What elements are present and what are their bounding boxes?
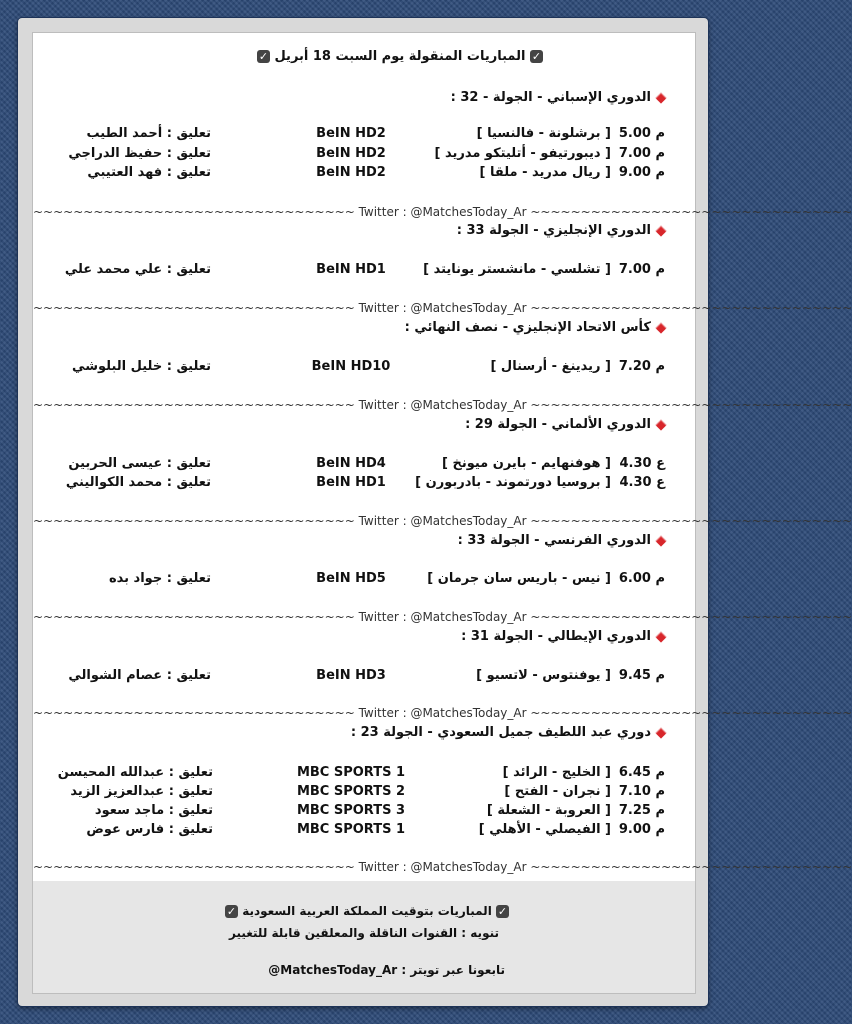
timezone-note bbox=[225, 904, 509, 918]
match-time: 7.00 م bbox=[618, 146, 665, 161]
league-title: الدوري الألماني - الجولة 29 : bbox=[465, 417, 651, 432]
match-channel: BeIN HD1 bbox=[316, 475, 386, 490]
twitter-divider: ~~~~~~~~~~~~~~~~~~~~~~~~~~~~~~~~ Twitter : @MatchesToday_Ar ~~~~~~~~~~~~~~~~~~~~~~~~~~~~~~~~ bbox=[33, 398, 852, 412]
league-title: دوري عبد اللطيف جميل السعودي - الجولة 23 : bbox=[350, 725, 651, 740]
match-time: 7.00 م bbox=[618, 262, 665, 277]
league-title: الدوري الفرنسي - الجولة 33 : bbox=[457, 533, 651, 548]
match-commentator: تعليق : عبدالعزيز الزيد bbox=[70, 784, 213, 799]
league-heading-england bbox=[457, 223, 665, 238]
match-teams: [ ريدينغ - أرسنال ] bbox=[490, 359, 611, 374]
match-channel: BeIN HD1 bbox=[316, 262, 386, 277]
match-time: 9.00 م bbox=[618, 165, 665, 180]
twitter-divider: ~~~~~~~~~~~~~~~~~~~~~~~~~~~~~~~~ Twitter : @MatchesToday_Ar ~~~~~~~~~~~~~~~~~~~~~~~~~~~~~~~~ bbox=[33, 205, 852, 219]
red-diamond-icon bbox=[655, 419, 666, 430]
match-teams: [ الخليج - الرائد ] bbox=[502, 765, 611, 780]
twitter-divider: ~~~~~~~~~~~~~~~~~~~~~~~~~~~~~~~~ Twitter : @MatchesToday_Ar ~~~~~~~~~~~~~~~~~~~~~~~~~~~~~~~~ bbox=[33, 514, 852, 528]
match-commentator: تعليق : فارس عوض bbox=[86, 822, 213, 837]
checkbox-icon: ✓ bbox=[531, 50, 542, 63]
league-heading-germany bbox=[465, 417, 665, 432]
match-teams: [ بروسيا دورتموند - بادربورن ] bbox=[415, 475, 611, 490]
match-commentator: تعليق : فهد العتيبي bbox=[87, 165, 211, 180]
match-channel: BeIN HD10 bbox=[311, 359, 391, 374]
match-channel: BeIN HD2 bbox=[316, 126, 386, 141]
match-time: 7.25 م bbox=[618, 803, 665, 818]
match-channel: BeIN HD3 bbox=[316, 668, 386, 683]
league-heading-saudi bbox=[351, 725, 665, 740]
match-time: 9.45 م bbox=[618, 668, 665, 683]
match-time: 4.30 ع bbox=[619, 475, 665, 490]
match-channel: MBC SPORTS 3 bbox=[296, 803, 406, 818]
red-diamond-icon bbox=[655, 631, 666, 642]
checkbox-icon: ✓ bbox=[258, 50, 269, 63]
match-commentator: تعليق : حفيظ الدراجي bbox=[68, 146, 211, 161]
match-time: 7.20 م bbox=[618, 359, 665, 374]
league-title: كأس الاتحاد الإنجليزي - نصف النهائي : bbox=[404, 320, 651, 335]
match-teams: [ تشلسي - مانشستر يونايتد ] bbox=[423, 262, 611, 277]
match-commentator: تعليق : عبدالله المحيسن bbox=[57, 765, 213, 780]
match-teams: [ ريال مدريد - ملقا ] bbox=[479, 165, 611, 180]
match-teams: [ العروبة - الشعلة ] bbox=[486, 803, 611, 818]
red-diamond-icon bbox=[655, 225, 666, 236]
twitter-follow-link[interactable]: تابعونا عبر تويتر : MatchesToday_Ar@ bbox=[268, 963, 505, 977]
match-commentator: تعليق : خليل البلوشي bbox=[72, 359, 211, 374]
match-time: 7.10 م bbox=[618, 784, 665, 799]
league-heading-italy bbox=[461, 629, 665, 644]
match-channel: BeIN HD4 bbox=[316, 456, 386, 471]
timezone-note-text: المباريات بتوقيت المملكة العربية السعودية bbox=[242, 904, 492, 918]
match-channel: BeIN HD2 bbox=[316, 146, 386, 161]
page-title-text: المباريات المنقولة يوم السبت 18 أبريل bbox=[274, 49, 526, 64]
match-channel: BeIN HD5 bbox=[316, 571, 386, 586]
league-heading-spain bbox=[451, 90, 665, 105]
match-channel: MBC SPORTS 2 bbox=[296, 784, 406, 799]
twitter-divider: ~~~~~~~~~~~~~~~~~~~~~~~~~~~~~~~~ Twitter : @MatchesToday_Ar ~~~~~~~~~~~~~~~~~~~~~~~~~~~~~~~~ bbox=[33, 301, 852, 315]
league-title: الدوري الإسباني - الجولة - 32 : bbox=[450, 90, 651, 105]
match-teams: [ هوفنهايم - بايرن ميونخ ] bbox=[441, 456, 611, 471]
match-commentator: تعليق : عصام الشوالي bbox=[68, 668, 211, 683]
match-time: 9.00 م bbox=[618, 822, 665, 837]
match-teams: [ الفيصلي - الأهلي ] bbox=[478, 822, 611, 837]
schedule-sheet bbox=[32, 32, 852, 994]
match-commentator: تعليق : عيسى الحربين bbox=[68, 456, 211, 471]
match-commentator: تعليق : جواد بده bbox=[108, 571, 211, 586]
match-teams: [ نيس - باريس سان جرمان ] bbox=[427, 571, 611, 586]
red-diamond-icon bbox=[655, 322, 666, 333]
match-time: 5.00 م bbox=[618, 126, 665, 141]
match-teams: [ يوفنتوس - لاتسيو ] bbox=[476, 668, 611, 683]
match-channel: MBC SPORTS 1 bbox=[296, 822, 406, 837]
match-teams: [ نجران - الفتح ] bbox=[504, 784, 611, 799]
twitter-divider: ~~~~~~~~~~~~~~~~~~~~~~~~~~~~~~~~ Twitter : @MatchesToday_Ar ~~~~~~~~~~~~~~~~~~~~~~~~~~~~~~~~ bbox=[33, 610, 852, 624]
league-title: الدوري الإنجليزي - الجولة 33 : bbox=[456, 223, 651, 238]
twitter-divider: ~~~~~~~~~~~~~~~~~~~~~~~~~~~~~~~~ Twitter : @MatchesToday_Ar ~~~~~~~~~~~~~~~~~~~~~~~~~~~~~~~~ bbox=[33, 706, 852, 720]
match-time: 6.00 م bbox=[618, 571, 665, 586]
match-channel: MBC SPORTS 1 bbox=[296, 765, 406, 780]
page-title bbox=[257, 49, 543, 64]
change-warning: تنويه : القنوات الناقلة والمعلقين قابلة للتغيير bbox=[229, 926, 499, 940]
red-diamond-icon bbox=[655, 727, 666, 738]
league-title: الدوري الإيطالي - الجولة 31 : bbox=[461, 629, 651, 644]
red-diamond-icon bbox=[655, 92, 666, 103]
red-diamond-icon bbox=[655, 535, 666, 546]
match-commentator: تعليق : علي محمد علي bbox=[64, 262, 211, 277]
match-commentator: تعليق : ماجد سعود bbox=[94, 803, 213, 818]
match-commentator: تعليق : أحمد الطيب bbox=[86, 126, 211, 141]
twitter-divider: ~~~~~~~~~~~~~~~~~~~~~~~~~~~~~~~~ Twitter : @MatchesToday_Ar ~~~~~~~~~~~~~~~~~~~~~~~~~~~~~~~~ bbox=[33, 860, 852, 874]
match-commentator: تعليق : محمد الكواليني bbox=[65, 475, 211, 490]
league-heading-france bbox=[458, 533, 665, 548]
checkbox-icon: ✓ bbox=[226, 905, 237, 918]
match-channel: BeIN HD2 bbox=[316, 165, 386, 180]
league-heading-fa-cup bbox=[405, 320, 665, 335]
match-time: 4.30 ع bbox=[619, 456, 665, 471]
match-teams: [ ديبورتيفو - أتليتكو مدريد ] bbox=[434, 146, 611, 161]
match-time: 6.45 م bbox=[618, 765, 665, 780]
checkbox-icon: ✓ bbox=[497, 905, 508, 918]
match-teams: [ برشلونة - فالنسيا ] bbox=[476, 126, 611, 141]
